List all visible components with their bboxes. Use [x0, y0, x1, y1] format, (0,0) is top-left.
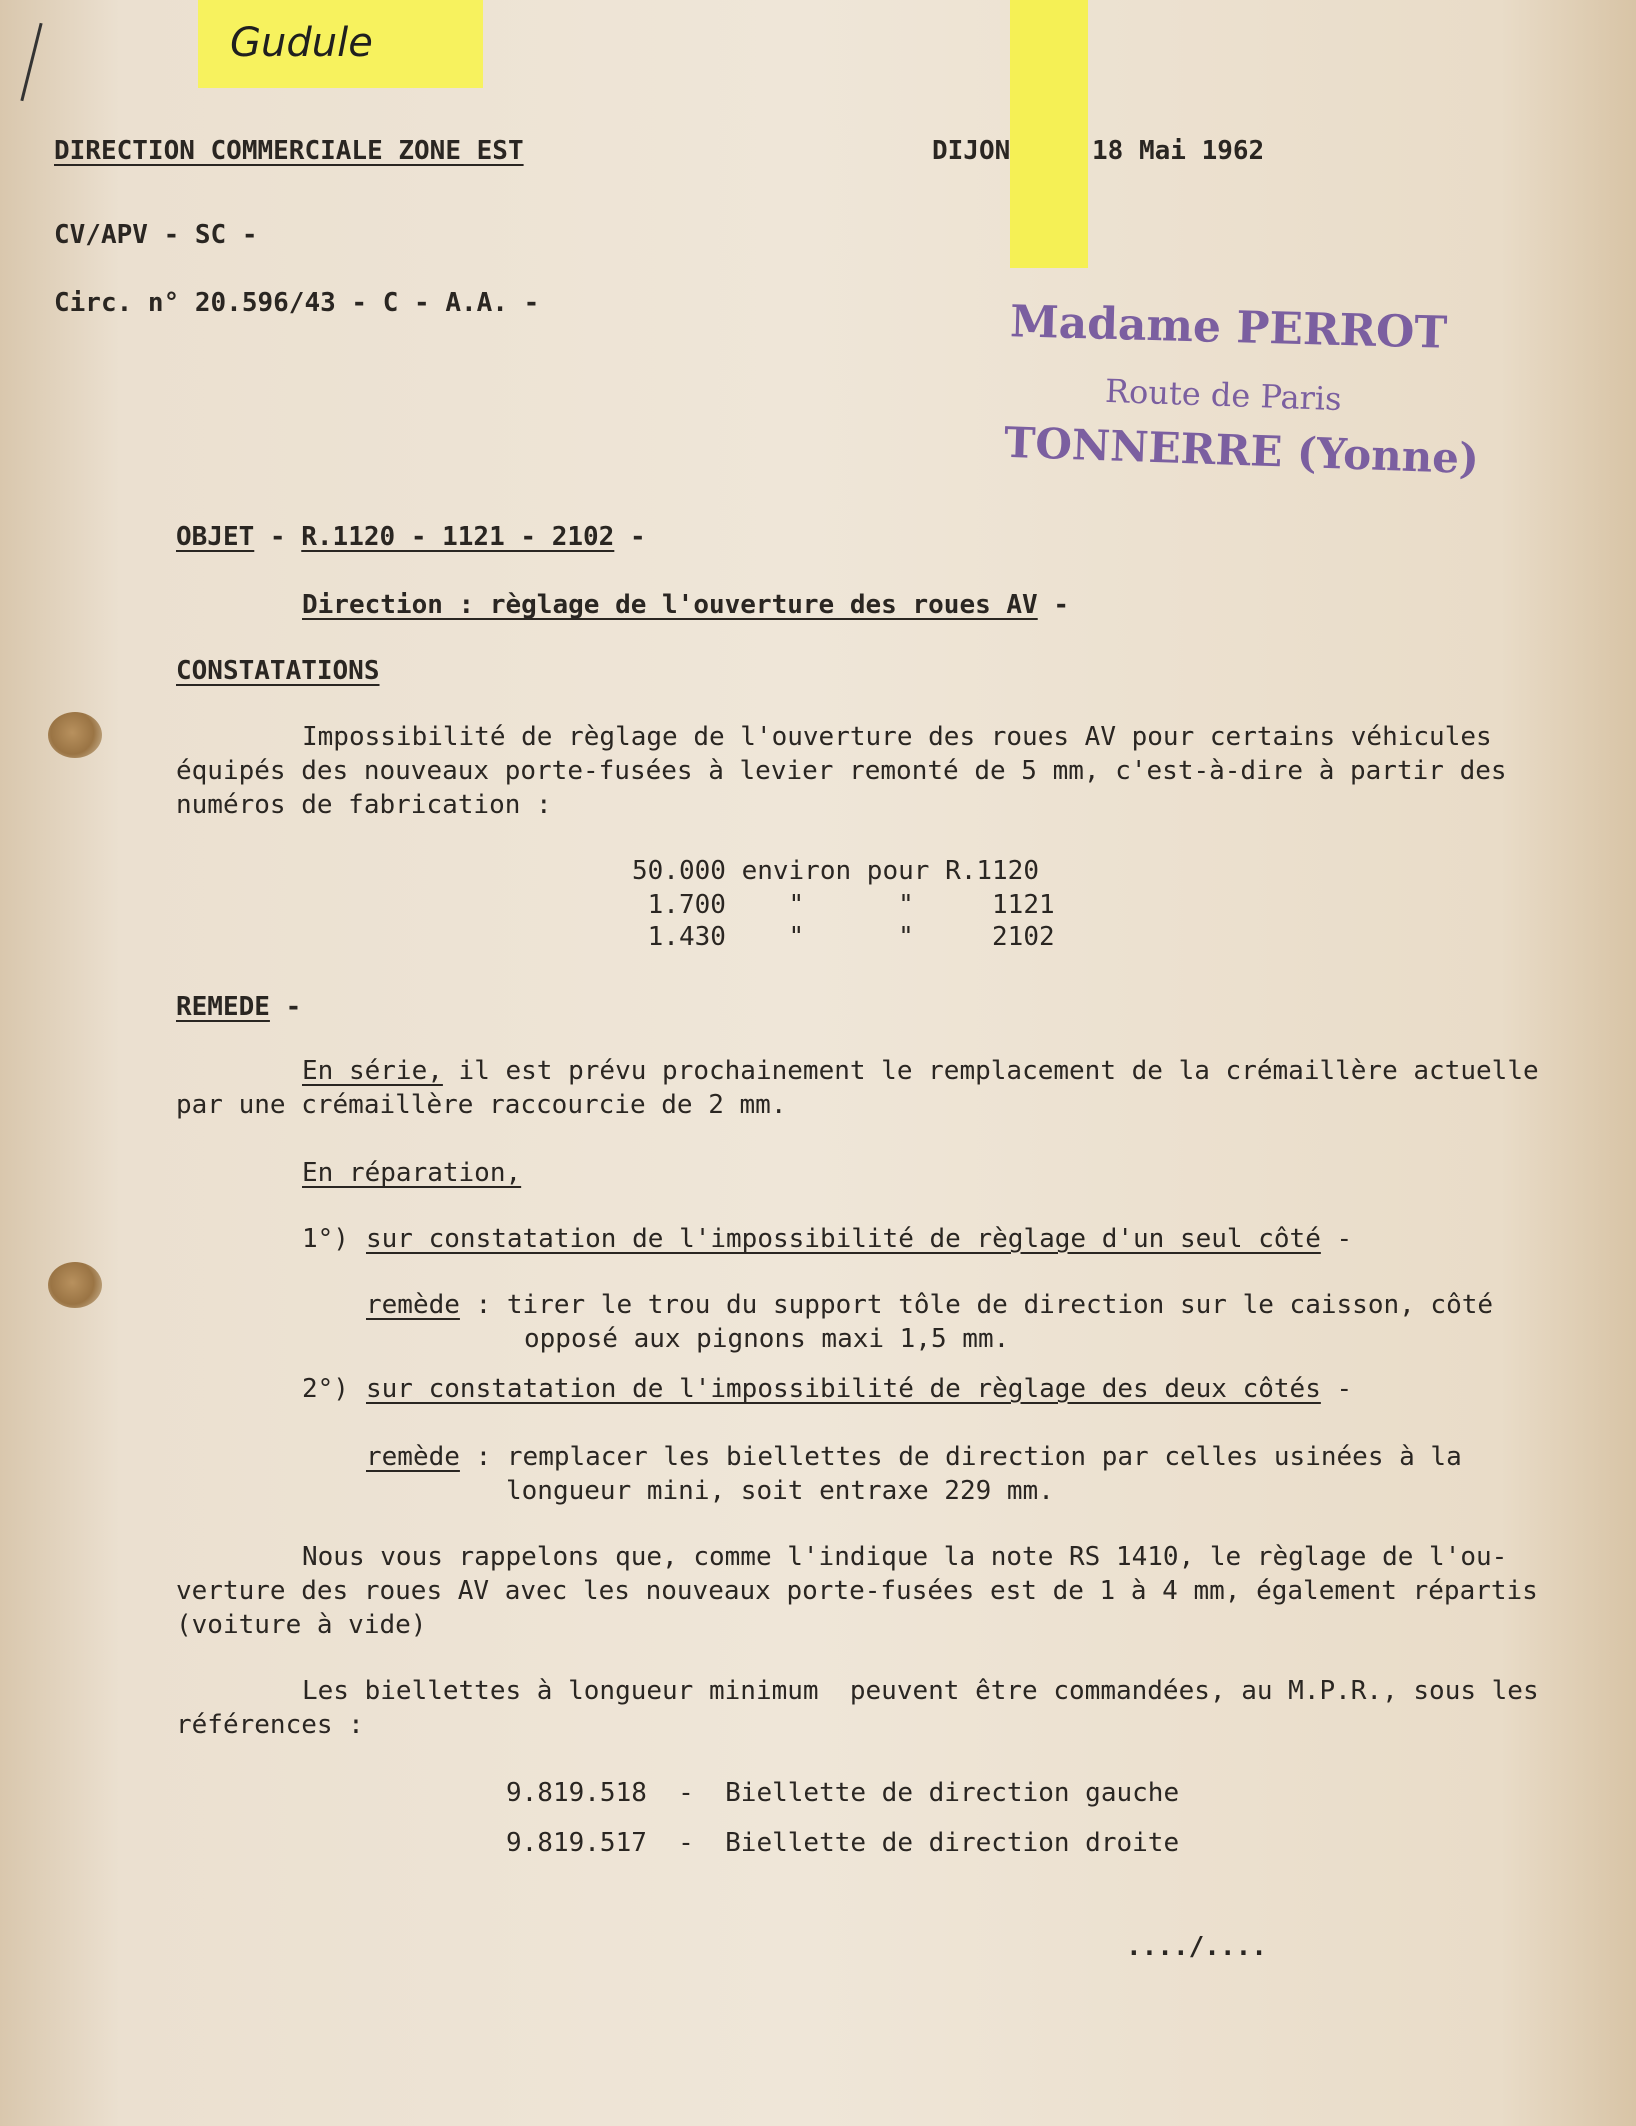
fabrication-row-1: 50.000 environ pour R.1120	[632, 856, 1039, 886]
rappel-line-3: (voiture à vide)	[176, 1610, 427, 1640]
item-1-dash: -	[1320, 1224, 1353, 1254]
header-place: DIJON	[932, 136, 1011, 166]
objet-label: OBJET	[176, 522, 255, 552]
objet-subject: Direction : règlage de l'ouverture des roues AV	[302, 590, 1038, 620]
commande-line-2: références :	[176, 1710, 364, 1740]
objet-subject-line	[302, 590, 1069, 620]
reference-row-1: 9.819.518 - Biellette de direction gauche	[506, 1778, 1180, 1808]
reparation-label: En réparation,	[302, 1158, 522, 1188]
sticky-note	[198, 0, 483, 88]
commande-line-1: Les biellettes à longueur minimum peuvent être commandées, au M.P.R., sous les	[302, 1676, 1539, 1706]
item-1-line	[366, 1224, 1352, 1254]
header-date: 18 Mai 1962	[1092, 136, 1265, 166]
remede-heading-line	[176, 992, 301, 1022]
item-1-remede-line-2: opposé aux pignons maxi 1,5 mm.	[524, 1324, 1010, 1354]
item-2-line	[366, 1374, 1352, 1404]
header-ref: CV/APV - SC -	[54, 220, 258, 250]
remede-heading-dash: -	[269, 992, 302, 1022]
item-2-remede-line-1	[366, 1442, 1462, 1472]
item-2-number: 2°)	[302, 1374, 349, 1404]
item-2-remede-line-2: longueur mini, soit entraxe 229 mm.	[506, 1476, 1054, 1506]
item-1-remede-line-1	[366, 1290, 1493, 1320]
serie-line-1	[302, 1056, 1539, 1086]
punch-hole-bottom	[48, 1262, 102, 1308]
item-1-remede-label: remède	[366, 1290, 460, 1320]
item-1-text: sur constatation de l'impossibilité de règlage d'un seul côté	[366, 1224, 1321, 1254]
item-2-remede-text: : remplacer les biellettes de direction par celles usinées à la	[459, 1442, 1462, 1472]
constatations-line-3: numéros de fabrication :	[176, 790, 552, 820]
objet-models: R.1120 - 1121 - 2102	[301, 522, 615, 552]
reference-row-2: 9.819.517 - Biellette de direction droite	[506, 1828, 1180, 1858]
header-direction: DIRECTION COMMERCIALE ZONE EST	[54, 136, 524, 166]
constatations-heading: CONSTATATIONS	[176, 656, 380, 686]
rappel-line-2: verture des roues AV avec les nouveaux porte-fusées est de 1 à 4 mm, également répartis	[176, 1576, 1538, 1606]
fabrication-row-3: 1.430 " " 2102	[632, 922, 1055, 952]
header-circ: Circ. n° 20.596/43 - C - A.A. -	[54, 288, 540, 318]
highlight-strip	[1010, 0, 1088, 268]
item-1-remede-text: : tirer le trou du support tôle de direction sur le caisson, côté	[459, 1290, 1494, 1320]
constatations-line-1: Impossibilité de règlage de l'ouverture des roues AV pour certains véhicules	[302, 722, 1492, 752]
sticky-note-text: Gudule	[230, 20, 373, 66]
constatations-line-2: équipés des nouveaux porte-fusées à levier remonté de 5 mm, c'est-à-dire à partir des	[176, 756, 1507, 786]
objet-dash: -	[614, 522, 646, 552]
serie-line-2: par une crémaillère raccourcie de 2 mm.	[176, 1090, 787, 1120]
serie-text: il est prévu prochainement le remplacement de la crémaillère actuelle	[442, 1056, 1539, 1086]
objet-subject-dash: -	[1037, 590, 1070, 620]
item-2-dash: -	[1320, 1374, 1353, 1404]
fabrication-row-2: 1.700 " " 1121	[632, 890, 1055, 920]
item-2-remede-label: remède	[366, 1442, 460, 1472]
stamp-name: Madame PERROT	[1009, 296, 1448, 359]
serie-label: En série,	[302, 1056, 443, 1086]
item-2-text: sur constatation de l'impossibilité de règlage des deux côtés	[366, 1374, 1321, 1404]
stamp-street: Route de Paris	[1104, 371, 1343, 419]
continuation-mark: ..../....	[1126, 1932, 1267, 1962]
remede-heading: REMEDE	[176, 992, 270, 1022]
punch-hole-top	[48, 712, 102, 758]
item-1-number: 1°)	[302, 1224, 349, 1254]
rappel-line-1: Nous vous rappelons que, comme l'indique la note RS 1410, le règlage de l'ou-	[302, 1542, 1508, 1572]
objet-line: OBJET - R.1120 - 1121 - 2102 -	[176, 522, 646, 552]
stamp-city: TONNERRE (Yonne)	[1003, 417, 1480, 484]
